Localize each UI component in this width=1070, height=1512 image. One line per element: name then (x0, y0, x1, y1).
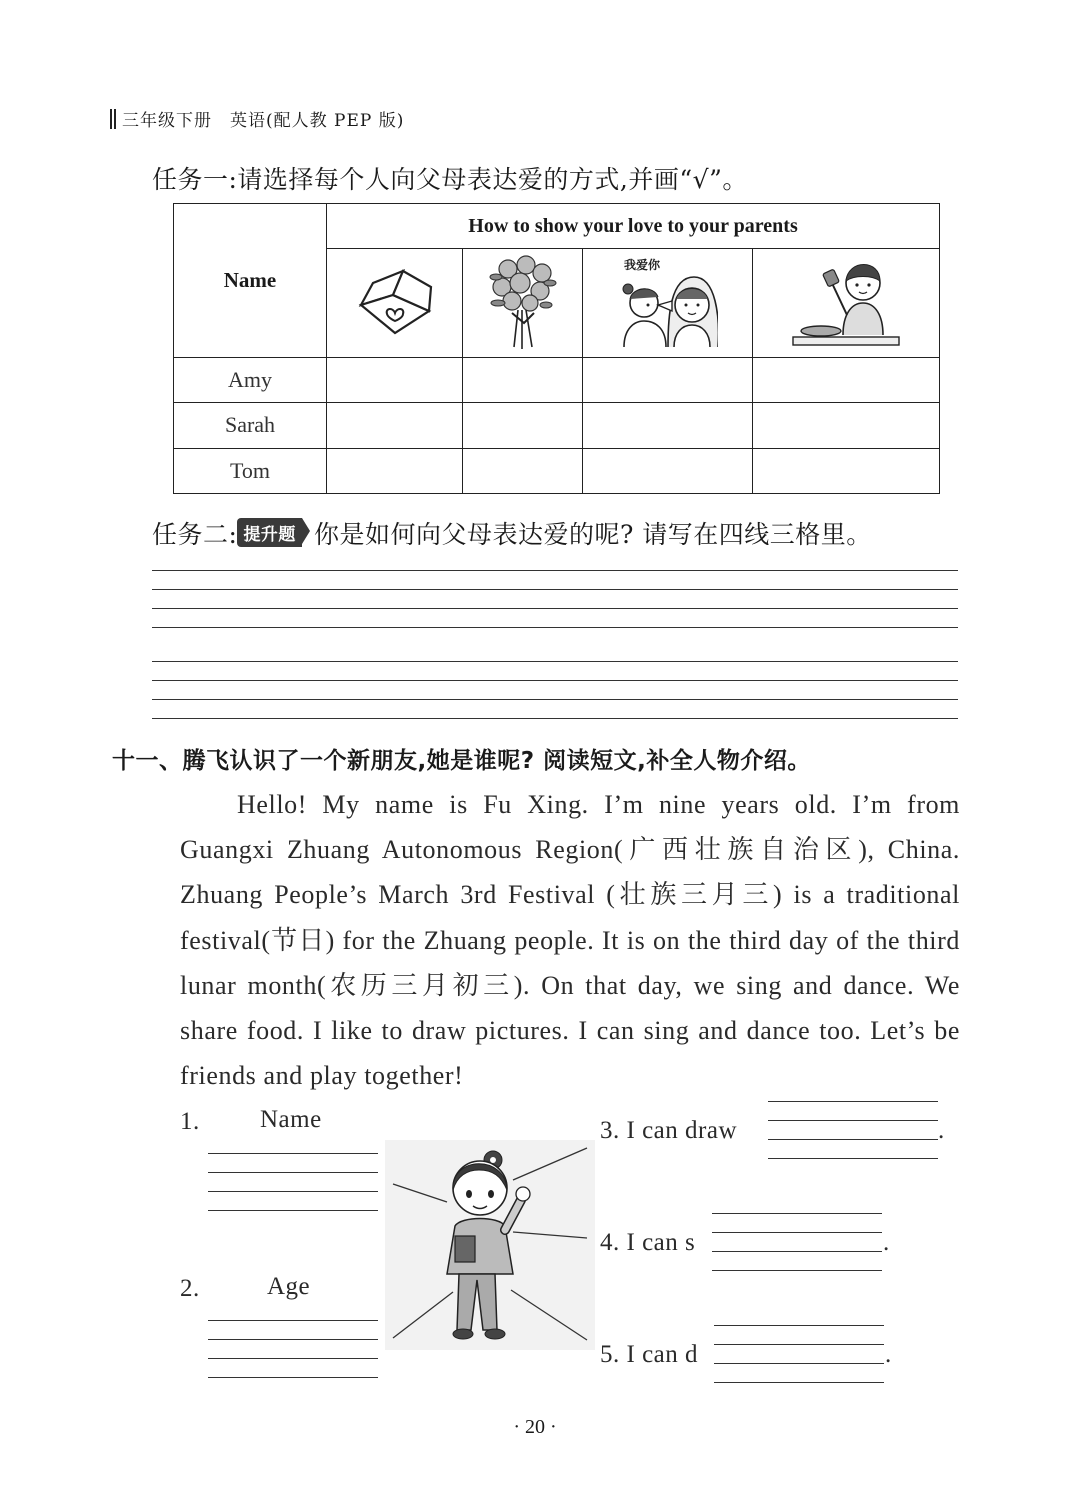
check-cell[interactable] (463, 448, 583, 493)
row-name-tom: Tom (174, 448, 327, 493)
q2-label: Age (267, 1273, 311, 1300)
page-header (110, 106, 404, 131)
check-cell[interactable] (582, 448, 752, 493)
passage-text: Hello! My name is Fu Xing. I’m nine years old. I’m from Guangxi Zhuang Autonomous Region(广西壮族自治区), China. Zhuang People’s March 3rd Festival (壮族三月三) is a traditional festival(节日) for the Zhuang people. It is on the third day of the third lunar month(农历三月初三). On that day, we sing and dance. We share food. I like to draw pictures. I can sing and dance too. Let’s be friends and play together! (180, 790, 960, 1091)
card-cell (327, 249, 463, 357)
name-header: Name (174, 204, 327, 358)
task2-question: 你是如何向父母表达爱的呢? 请写在四线三格里。 (313, 520, 872, 549)
row-name-sarah: Sarah (174, 403, 327, 448)
whisper-cell (582, 249, 752, 357)
check-cell[interactable] (463, 403, 583, 448)
flowers-cell (463, 249, 583, 357)
check-cell[interactable] (327, 403, 463, 448)
q3-answer-lines[interactable] (768, 1101, 938, 1161)
q5-text: 5. I can d (600, 1341, 699, 1368)
girl-illustration (385, 1140, 595, 1350)
task2-prefix: 任务二: (152, 520, 238, 549)
check-cell[interactable] (463, 357, 583, 402)
whisper-icon (618, 255, 718, 351)
q5-answer-lines[interactable] (714, 1325, 884, 1385)
q4-period: . (883, 1229, 890, 1256)
check-cell[interactable] (582, 357, 752, 402)
advanced-badge: 提升题 (237, 518, 302, 547)
writing-lines[interactable] (152, 570, 958, 630)
whisper-text: 我爱你 (623, 258, 660, 273)
reading-passage (180, 782, 960, 1098)
q2-answer-lines[interactable] (208, 1320, 378, 1380)
table-caption: How to show your love to your parents (327, 204, 940, 249)
q4-text: 4. I can s (600, 1229, 696, 1256)
check-cell[interactable] (753, 357, 940, 402)
love-table (173, 203, 940, 494)
card-icon (355, 263, 435, 343)
header-bar-icon (110, 109, 116, 129)
flowers-icon (488, 255, 558, 351)
check-cell[interactable] (753, 448, 940, 493)
row-name-amy: Amy (174, 357, 327, 402)
task2-title (152, 515, 872, 551)
writing-lines[interactable] (152, 661, 958, 721)
page-number: · 20 · (513, 1416, 557, 1438)
q5-period: . (885, 1341, 892, 1368)
check-cell[interactable] (327, 357, 463, 402)
q4-answer-lines[interactable] (712, 1213, 882, 1273)
q1-answer-lines[interactable] (208, 1153, 378, 1213)
check-cell[interactable] (327, 448, 463, 493)
check-cell[interactable] (582, 403, 752, 448)
section11-title: 十一、腾飞认识了一个新朋友,她是谁呢? 阅读短文,补全人物介绍。 (112, 748, 811, 774)
q3-text: 3. I can draw (600, 1117, 737, 1144)
cooking-icon (791, 257, 901, 349)
q3-period: . (938, 1117, 945, 1144)
q1-number: 1. (180, 1108, 200, 1135)
header-text: 三年级下册 英语(配人教 PEP 版) (122, 111, 405, 131)
q2-number: 2. (180, 1275, 200, 1302)
task1-title: 任务一:请选择每个人向父母表达爱的方式,并画“√”。 (152, 165, 748, 194)
cooking-cell (753, 249, 940, 357)
q1-label: Name (260, 1106, 322, 1133)
check-cell[interactable] (753, 403, 940, 448)
